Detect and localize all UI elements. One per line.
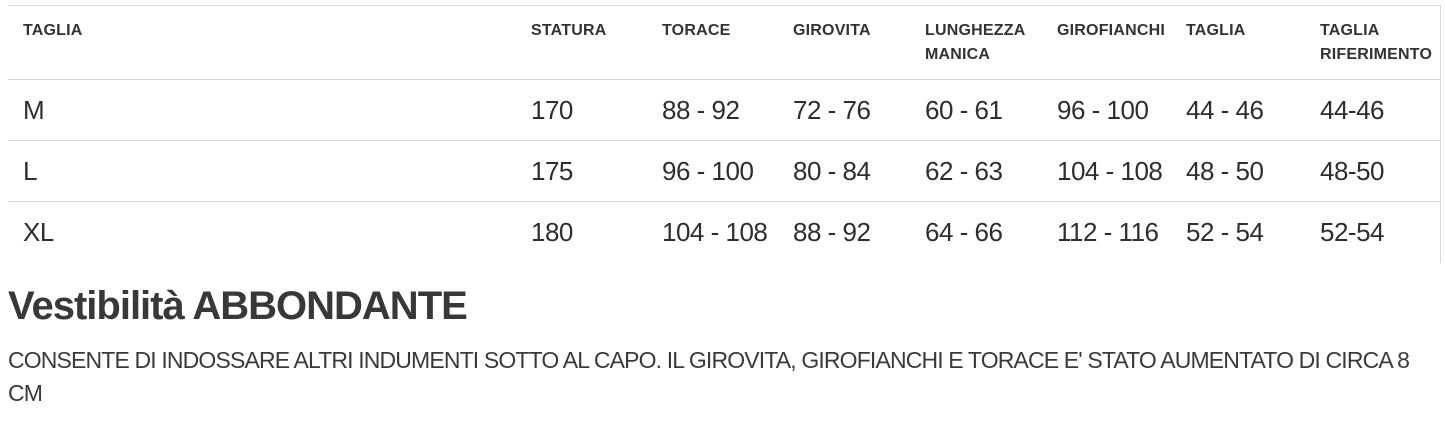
cell-lunghezza-manica: 62 - 63 xyxy=(925,155,1003,186)
header-cell-taglia: TAGLIA xyxy=(23,22,83,39)
header-cell-taglia-2: TAGLIA xyxy=(1186,22,1246,39)
cell-size-label: M xyxy=(23,94,45,125)
cell-size-label: L xyxy=(23,155,37,186)
cell-taglia: 52 - 54 xyxy=(1186,216,1264,247)
header-cell-taglia-riferimento: TAGLIA RIFERIMENTO xyxy=(1320,22,1433,63)
cell-girofianchi: 104 - 108 xyxy=(1057,155,1163,186)
cell-taglia: 48 - 50 xyxy=(1186,155,1264,186)
cell-torace: 88 - 92 xyxy=(662,94,740,125)
size-row-l xyxy=(8,141,1440,202)
cell-taglia-riferimento: 44-46 xyxy=(1320,94,1384,125)
cell-taglia-riferimento: 48-50 xyxy=(1320,155,1384,186)
cell-girovita: 72 - 76 xyxy=(793,94,871,125)
cell-torace: 96 - 100 xyxy=(662,155,754,186)
size-row-m xyxy=(8,80,1440,141)
cell-size-label: XL xyxy=(23,216,54,247)
fit-description: CONSENTE DI INDOSSARE ALTRI INDUMENTI SOTTO AL CAPO. IL GIROVITA, GIROFIANCHI E TORACE E' STATO AUMENTATO DI CIRCA 8 CM xyxy=(8,346,1410,406)
cell-torace: 104 - 108 xyxy=(662,216,768,247)
cell-lunghezza-manica: 60 - 61 xyxy=(925,94,1003,125)
header-cell-torace: TORACE xyxy=(662,22,731,39)
size-chart-header-row xyxy=(8,6,1440,80)
cell-lunghezza-manica: 64 - 66 xyxy=(925,216,1003,247)
cell-girovita: 80 - 84 xyxy=(793,155,871,186)
header-cell-girovita: GIROVITA xyxy=(793,22,871,39)
header-cell-statura: STATURA xyxy=(531,22,607,39)
size-chart-table xyxy=(8,5,1441,263)
cell-girovita: 88 - 92 xyxy=(793,216,871,247)
size-row-xl xyxy=(8,202,1440,263)
header-cell-lunghezza-manica: LUNGHEZZA MANICA xyxy=(925,22,1025,63)
header-cell-girofianchi: GIROFIANCHI xyxy=(1057,22,1165,39)
cell-statura: 175 xyxy=(531,155,573,186)
cell-girofianchi: 112 - 116 xyxy=(1057,216,1159,247)
cell-statura: 170 xyxy=(531,94,573,125)
cell-taglia: 44 - 46 xyxy=(1186,94,1264,125)
cell-taglia-riferimento: 52-54 xyxy=(1320,216,1384,247)
fit-heading: Vestibilità ABBONDANTE xyxy=(8,283,467,328)
cell-statura: 180 xyxy=(531,216,573,247)
cell-girofianchi: 96 - 100 xyxy=(1057,94,1149,125)
